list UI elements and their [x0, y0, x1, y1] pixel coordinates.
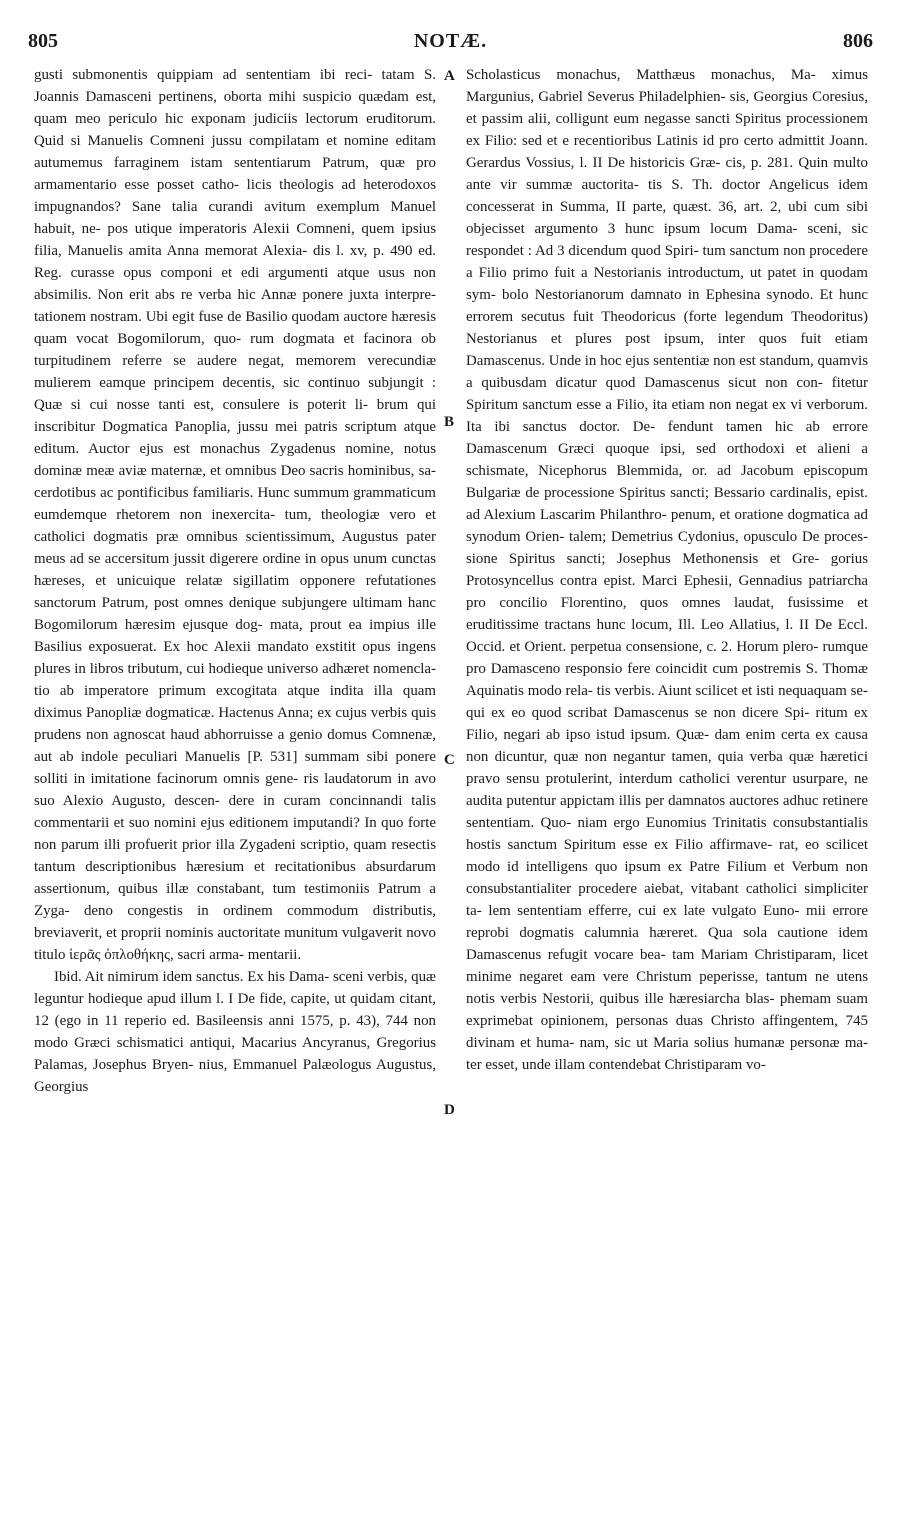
right-page-number: 806	[843, 30, 873, 52]
left-column	[34, 64, 436, 1098]
running-title: NOTÆ.	[413, 30, 488, 52]
left-paragraph-1: gusti submonentis quippiam ad sententiam ibi reci- tatam S. Joannis Damasceni pertinens, oborta mihi suspicio quædam est, quam meo periculo hic exponam judiciis lectorum eruditorum. Quid si Manuelis Comneni jussu compilatam et nomine editam autumemus farraginem istam sententiarum Patrum, quæ pro armamentario esse posset catho- licis theologis ad heterodoxos impugnandos? Sane talia curandi avitum exemplum Manuel habuit, ne- pos utique imperatoris Alexii Comneni, quem ipsius filia, Manuelis amita Anna memorat Alexia- dis l. xv, p. 490 ed. Reg. curasse opus componi et edi argumenti atque usus non absimilis. Non erit abs re verba hic Annæ ponere juxta interpre- tationem nostram. Ubi egit fuse de Basilio quodam auctore hæresis quam vocat Bogomilorum, quo- rum dogmata et facinora ob turpitudinem referre se audere negat, memorem verecundiæ mulierem eamque principem decentis, sic continuo subjungit : Quæ si cui nosse tanti est, consulere is poterit li- brum qui inscribitur Dogmatica Panoplia, jussu mei patris scriptum atque editum. Auctor ejus est monachus Zygadenus nomine, notus dominæ meæ aviæ maternæ, et omnibus Deo sacris hominibus, sa- cerdotibus ac pontificibus familiaris. Hunc summum grammaticum eumdemque rhetorem non inexercita- tum, theologiæ vero et catholici dogmatis præ omnibus scientissimum, Augustus pater meus ad se accersitum jussit digerere ordine in opus unum cunctas hæreses, et unicuique relatæ sigillatim opponere refutationes sanctorum Patrum, post omnes denique subjungere ultimam hanc Bogomilorum hæresim ejusque dog- mata, prout ea impius ille Basilius exposuerat. Ex hoc Alexii mandato exstitit opus ingens plures in libros tributum, cui hodieque universo adhæret nomencla- tio ab imperatore primum excogitata atque indita illa quam diximus Panopliæ dogmaticæ. Hactenus Anna; ex cujus verbis quis prudens non agnoscat haud abhorruisse a genio domus Comnenæ, aut ab indole peculiari Manuelis [P. 531] summam sibi ponere solliti in imitatione facinorum omnis gene- ris laudatorum in avo suo Alexio Augusto, descen- dere in curam concinnandi talis commentarii et suo nomini ejus editionem imputandi? In quo forte non parum illi profuerit prior illa Zygadeni scriptio, quam resectis tantum descriptionibus hæresium et recitationibus absurdarum assertionum, quibus illæ constabant, tum testimoniis Patrum a Zyga- deno congestis in ordinem commodum distributis, breviaverit, et proprii nominis auctoritate munitum vulgaverit novo titulo ἱερᾶς ὁπλοθήκης, sacri arma- mentarii.	[34, 67, 436, 963]
right-paragraph-1: Scholasticus monachus, Matthæus monachus, Ma- ximus Margunius, Gabriel Severus Philadelphien- sis, Georgius Coresius, et passim alii, colligunt eum negasse sancti Spiritus processionem ex Filio: sed et e recentioribus Latinis id pro certo admittit Joann. Gerardus Vossius, l. II De historicis Græ- cis, p. 281. Quin multo ante vir summæ auctorita- tis S. Th. doctor Angelicus idem concesserat in Summa, II parte, quæst. 36, art. 2, ubi cum sibi objecisset argumento 3 hunc ipsum locum Dama- sceni, sic respondet : Ad 3 dicendum quod Spiri- tum sanctum non procedere a Filio primo fuit a Nestorianis introductum, ut patet in quodam sym- bolo Nestorianorum damnato in Ephesina synodo. Et hunc errorem secutus fuit Theodoricus (forte legendum Theodoritus) Nestorianus et plures post ipsum, inter quos fuit etiam Damascenus. Unde in hoc ejus sententiæ non est standum, quamvis a quibusdam dicatur quod Damascenus sicut non con- fitetur Spiritum sanctum esse a Filio, ita etiam non negat ex vi verborum. Ita ibi sanctus doctor. De- fendunt tamen hic ab errore Damascenum Græci quoque ipsi, sed orthodoxi et alieni a schismate, Nicephorus Blemmida, or. ad Jacobum episcopum Bulgariæ de processione Spiritus sancti; Bessario cardinalis, epist. ad Alexium Lascarim Philanthro- penum, et oratione dogmatica ad synodum Orien- talem; Demetrius Cydonius, opusculo De proces- sione Spiritus sancti; Josephus Methonensis et Gre- gorius Protosyncellus contra epist. Marci Ephesii, Gennadius patriarcha pro concilio Florentino, quos omnes laudat, fusissime et eruditissime tractans hunc locum, Ill. Leo Allatius, l. II De Eccl. Occid. et Orient. perpetua consensione, c. 2. Horum plero- rumque pro Damasceno responsio fere coincidit cum postremis S. Thomæ Aquinatis modo rela- tis verbis. Aiunt scilicet et isti nequaquam se- qui ex eo quod scribat Damascenus se non dicere Spi- ritum ex Filio, negari ab ipso istud ipsum. Quæ- dam enim certa ex causa non dicuntur, quæ non negantur tamen, quia verba quæ hæretici pravo sensu protulerint, interdum catholici verentur usurpare, ne audita putentur appictam illis per damnatos auctores adhuc retinere sententiam. Quo- niam ergo Eunomius Trinitatis consubstantialis hostis sanctum Spiritum esse ex Filio affirmave- rat, eo scilicet modo id intelligens quo ipsum ex Patre Filium et Verbum non consubstantialiter procedere aiebat, vitabant catholici simpliciter ta- lem sententiam efferre, cui ex late vulgato Euno- mii errore reprobi dogmatis calumnia hæreret. Qua sola cautione idem Damascenus refugit vocare bea- tam Mariam Christiparam, licet minime negaret eam vere Christum peperisse, tantum ne utens notis verbis Nestorii, quibus ille hæresiarcha blas- phemam suam exprimebat opinionem, personas duas Christo affingentem, 745 divinam et huma- nam, sic ut Maria solius humanæ personæ ma- ter esset, unde illam contendebat Christiparam vo-	[466, 67, 868, 1073]
left-page-number: 805	[28, 30, 58, 52]
margin-letter-b: B	[444, 414, 455, 430]
running-header	[28, 30, 873, 58]
left-paragraph-2: Ibid. Ait nimirum idem sanctus. Ex his Dama- sceni verbis, quæ leguntur hodieque apud illum l. I De fide, capite, ut quidam citant, 12 (ego in 11 reperio ed. Basileensis anni 1575, p. 43), 744 non modo Græci schismatici antiqui, Macarius Ancyranus, Gregorius Palamas, Josephus Bryen- nius, Emmanuel Palæologus Augustus, Georgius	[34, 969, 436, 1095]
margin-letter-c: C	[444, 752, 455, 768]
margin-letter-a: A	[444, 68, 455, 84]
margin-letter-d: D	[444, 1102, 455, 1118]
right-column	[466, 64, 868, 1076]
